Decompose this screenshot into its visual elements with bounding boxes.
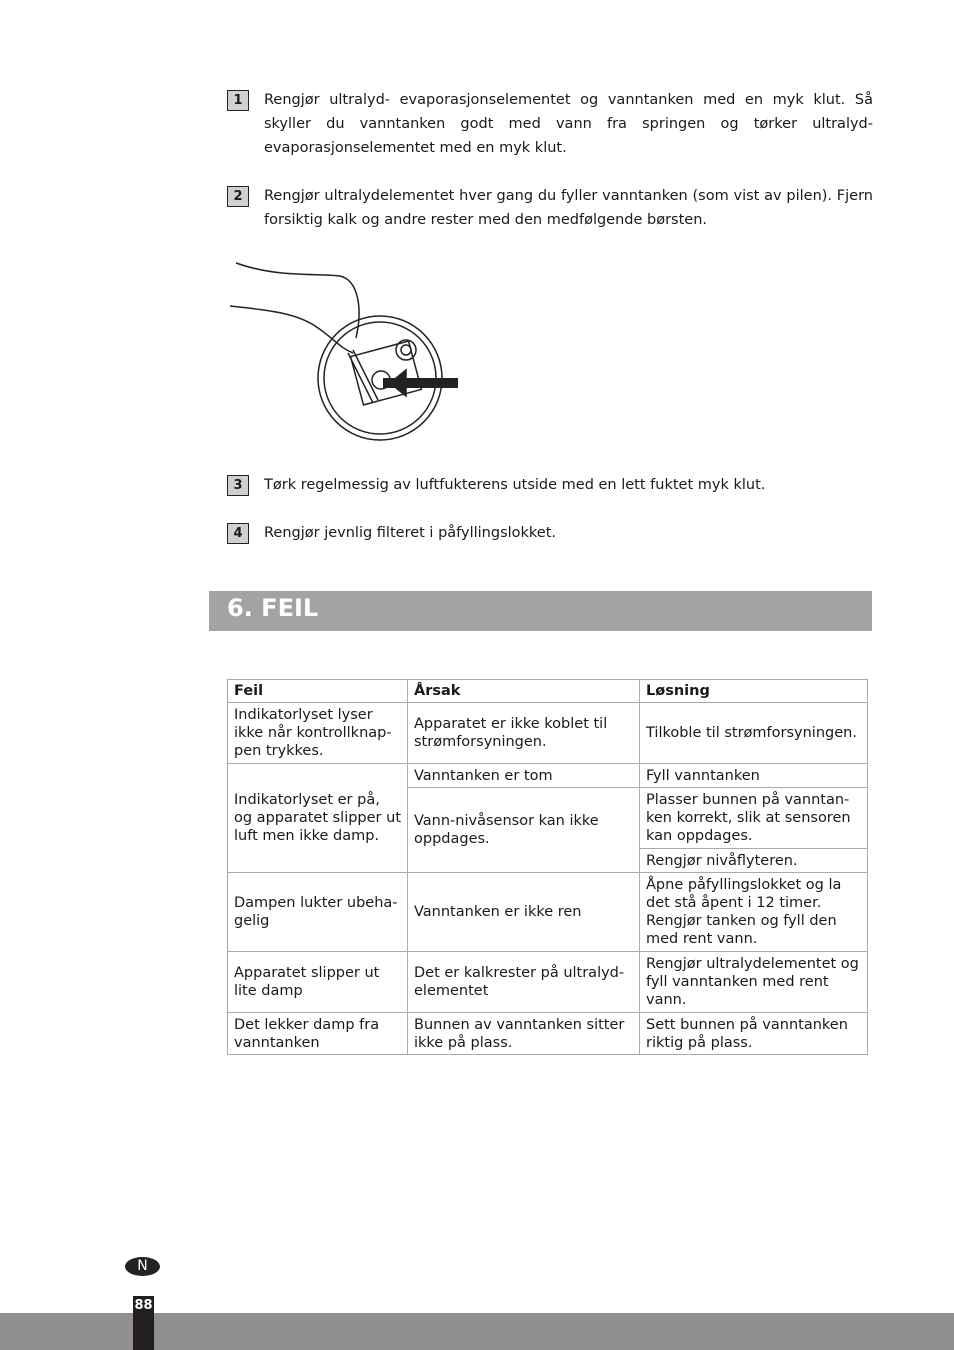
step-text: Rengjør ultralydelementet hver gang du fyller vanntanken (som vist av pilen). Fjern forsiktig kalk og andre rester med den medfølgende børsten. xyxy=(264,188,873,228)
step-2 xyxy=(227,184,873,232)
troubleshooting-table xyxy=(227,679,868,1055)
header-feil: Feil xyxy=(228,680,408,703)
cell-feil: Apparatet slipper ut lite damp xyxy=(228,952,408,1013)
cell-losning: Rengjør nivåflyteren. xyxy=(640,849,868,873)
cell-feil: Indikatorlyset er på, og apparatet slipper ut luft men ikke damp. xyxy=(228,764,408,873)
cleaning-illustration xyxy=(228,258,463,448)
step-number: 2 xyxy=(227,186,249,207)
cell-feil: Det lekker damp fra vanntanken xyxy=(228,1013,408,1055)
cell-arsak: Vanntanken er ikke ren xyxy=(408,873,640,952)
step-4 xyxy=(227,521,873,545)
step-3 xyxy=(227,473,873,497)
step-text: Rengjør jevnlig filteret i påfyllingslokket. xyxy=(264,525,557,541)
header-arsak: Årsak xyxy=(408,680,640,703)
step-text: Rengjør ultralyd- evaporasjonselementet og vanntanken med en myk klut. Så skyller du vanntanken godt med vann fra springen og tørker ultralyd- evaporasjonselementet med en myk klut. xyxy=(264,92,873,156)
table-row xyxy=(228,703,868,764)
language-badge: N xyxy=(125,1257,160,1276)
step-text: Tørk regelmessig av luftfukterens utside med en lett fuktet myk klut. xyxy=(264,477,766,493)
cell-losning: Plasser bunnen på vanntan-ken korrekt, slik at sensoren kan oppdages. xyxy=(640,788,868,849)
cell-arsak: Det er kalkrester på ultralyd-elementet xyxy=(408,952,640,1013)
step-1 xyxy=(227,88,873,160)
cell-arsak: Vann-nivåsensor kan ikke oppdages. xyxy=(408,788,640,873)
step-number: 4 xyxy=(227,523,249,544)
table-row xyxy=(228,764,868,788)
cell-losning: Tilkoble til strømforsyningen. xyxy=(640,703,868,764)
step-number: 3 xyxy=(227,475,249,496)
cell-feil: Dampen lukter ubeha-gelig xyxy=(228,873,408,952)
cell-arsak: Vanntanken er tom xyxy=(408,764,640,788)
cell-arsak: Apparatet er ikke koblet til strømforsyningen. xyxy=(408,703,640,764)
page-number: 88 xyxy=(133,1296,154,1350)
cell-arsak: Bunnen av vanntanken sitter ikke på plass. xyxy=(408,1013,640,1055)
header-losning: Løsning xyxy=(640,680,868,703)
table-row xyxy=(228,1013,868,1055)
section-title: 6. FEIL xyxy=(227,594,319,622)
section-header xyxy=(209,591,872,631)
cell-losning: Rengjør ultralydelementet og fyll vanntanken med rent vann. xyxy=(640,952,868,1013)
cell-losning: Åpne påfyllingslokket og la det stå åpent i 12 timer. Rengjør tanken og fyll den med rent vann. xyxy=(640,873,868,952)
cell-losning: Sett bunnen på vanntanken riktig på plass. xyxy=(640,1013,868,1055)
step-number: 1 xyxy=(227,90,249,111)
cell-feil: Indikatorlyset lyser ikke når kontrollknap-pen trykkes. xyxy=(228,703,408,764)
cell-losning: Fyll vanntanken xyxy=(640,764,868,788)
table-header-row xyxy=(228,680,868,703)
table-row xyxy=(228,952,868,1013)
table-row xyxy=(228,873,868,952)
